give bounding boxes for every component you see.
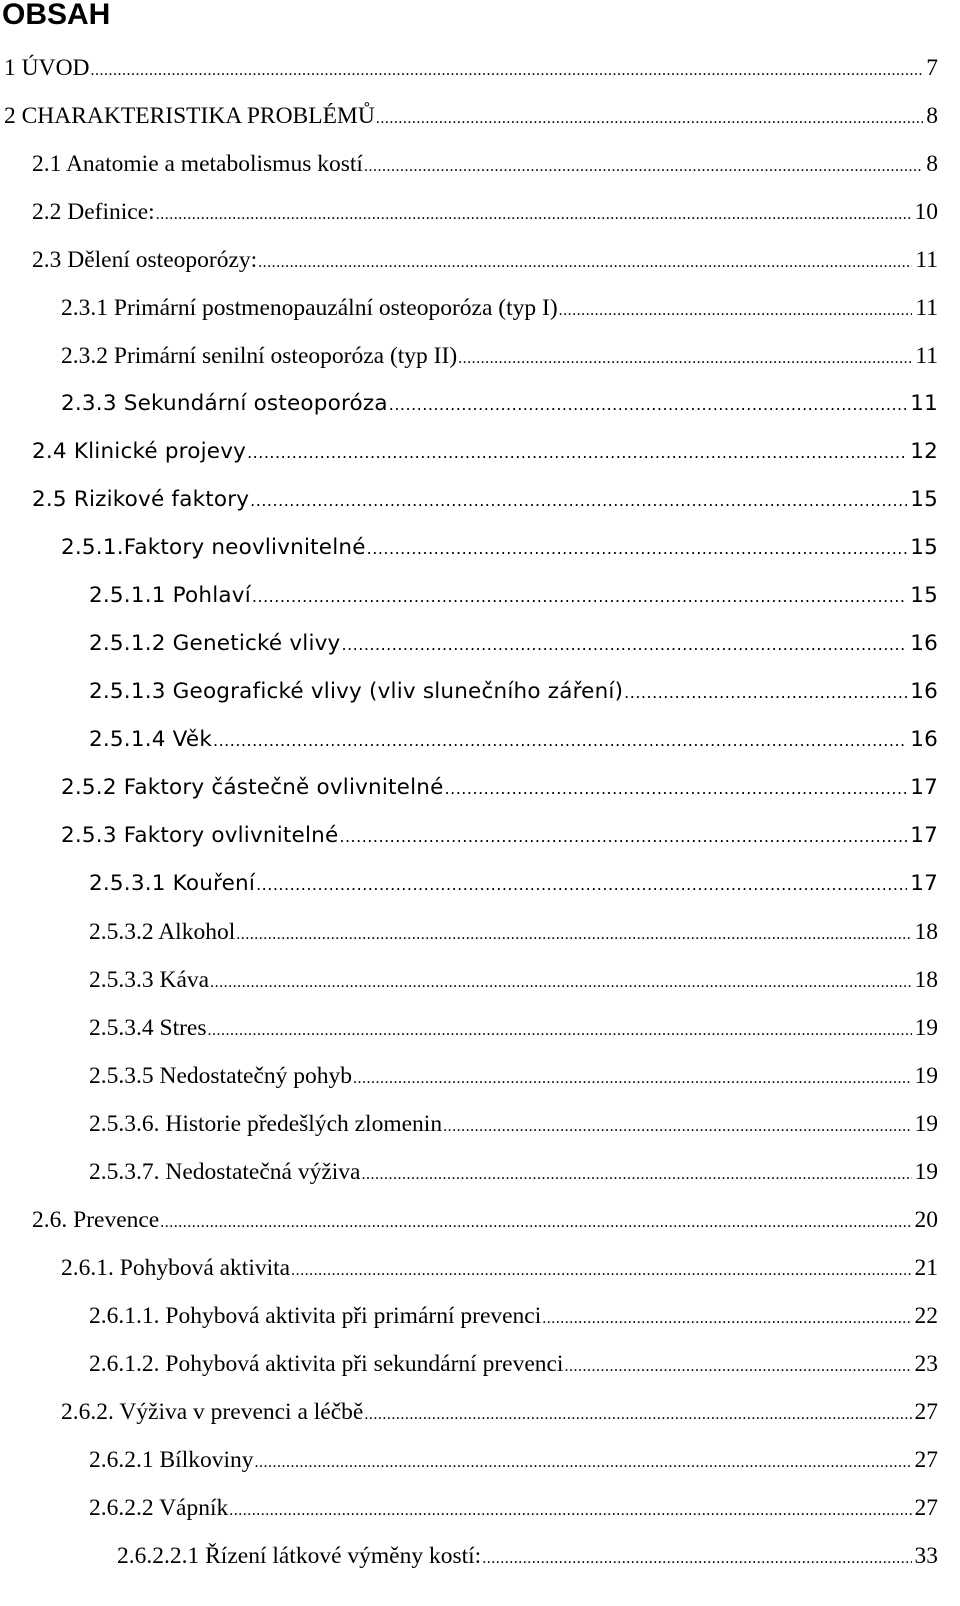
toc-page-number: 19	[914, 1111, 938, 1137]
toc-page-number: 7	[926, 55, 938, 81]
toc-page-number: 16	[910, 679, 938, 704]
toc-page-number: 8	[926, 103, 938, 129]
toc-entry[interactable]	[89, 1301, 938, 1331]
toc-page-number: 16	[910, 727, 938, 752]
toc-page-number: 17	[910, 775, 938, 800]
toc-entry[interactable]	[61, 1397, 938, 1427]
toc-leader-dots	[624, 678, 907, 707]
toc-leader-dots	[341, 630, 907, 659]
toc-entry-text: 2.5.1.1 Pohlaví	[89, 583, 251, 608]
toc-entry-text: 2.3 Dělení osteoporózy:	[32, 247, 258, 273]
toc-entry[interactable]	[89, 1109, 938, 1139]
toc-leader-dots	[160, 1208, 911, 1235]
toc-entry[interactable]	[32, 197, 938, 227]
toc-page-number: 33	[914, 1543, 938, 1569]
toc-entry-text: 2.6.2.2 Vápník	[89, 1495, 229, 1521]
toc-page-number: 11	[915, 247, 938, 273]
toc-entry-text: 2.5.3.1 Kouření	[89, 871, 256, 896]
toc-entry-text: 2.2 Definice:	[32, 199, 155, 225]
toc-leader-dots	[361, 1160, 911, 1187]
toc-page-number: 10	[914, 199, 938, 225]
toc-entry[interactable]	[32, 245, 938, 275]
toc-page-number: 19	[914, 1063, 938, 1089]
toc-leader-dots	[339, 822, 907, 851]
toc-entry-text: 2.5.2 Faktory částečně ovlivnitelné	[61, 775, 444, 800]
toc-entry[interactable]	[61, 821, 938, 851]
toc-entry[interactable]	[117, 1541, 938, 1571]
toc-leader-dots	[389, 390, 908, 419]
toc-entry[interactable]	[32, 437, 938, 467]
toc-leader-dots	[353, 1064, 911, 1091]
toc-leader-dots	[156, 200, 912, 227]
toc-entry[interactable]	[89, 965, 938, 995]
toc-leader-dots	[443, 1112, 911, 1139]
toc-entry-text: 2.6.2.2.1 Řízení látkové výměny kostí:	[117, 1543, 482, 1569]
toc-leader-dots	[564, 1352, 911, 1379]
toc-entry-text: 2.5.3.7. Nedostatečná výživa	[89, 1159, 361, 1185]
toc-leader-dots	[208, 1016, 912, 1043]
toc-leader-dots	[291, 1256, 911, 1283]
toc-leader-dots	[258, 248, 912, 275]
toc-entry[interactable]	[89, 1349, 938, 1379]
toc-page-number: 18	[914, 967, 938, 993]
toc-page-number: 27	[914, 1399, 938, 1425]
toc-leader-dots	[236, 920, 911, 947]
toc-entry[interactable]	[89, 1061, 938, 1091]
toc-page-number: 27	[914, 1495, 938, 1521]
toc-entry-text: 2.1 Anatomie a metabolismus kostí	[32, 151, 363, 177]
toc-entry-text: 2.5.3.6. Historie předešlých zlomenin	[89, 1111, 443, 1137]
toc-page-number: 22	[914, 1303, 938, 1329]
toc-entry-text: 2.3.2 Primární senilní osteoporóza (typ II)	[61, 343, 458, 369]
toc-leader-dots	[229, 1496, 911, 1523]
toc-entry-text: 2.5.3.3 Káva	[89, 967, 210, 993]
toc-entry[interactable]	[61, 1253, 938, 1283]
toc-entry[interactable]	[89, 581, 938, 611]
toc-page-number: 15	[910, 535, 938, 560]
toc-leader-dots	[210, 968, 911, 995]
toc-leader-dots	[250, 486, 907, 515]
toc-leader-dots	[367, 534, 908, 563]
toc-entry-text: 2.5.3.5 Nedostatečný pohyb	[89, 1063, 353, 1089]
toc-page-number: 19	[914, 1159, 938, 1185]
toc-page-number: 8	[926, 151, 938, 177]
toc-page-number: 18	[914, 919, 938, 945]
toc-entry-text: 2.6.1.2. Pohybová aktivita při sekundární prevenci	[89, 1351, 564, 1377]
toc-page-number: 15	[910, 487, 938, 512]
toc-page-number: 11	[910, 391, 938, 416]
toc-leader-dots	[91, 56, 924, 83]
toc-entry-text: 2.6.1. Pohybová aktivita	[61, 1255, 291, 1281]
toc-page-number: 23	[914, 1351, 938, 1377]
toc-entry[interactable]	[89, 629, 938, 659]
toc-entry[interactable]	[89, 1493, 938, 1523]
toc-leader-dots	[255, 1448, 912, 1475]
toc-entry-text: 2.6. Prevence	[32, 1207, 160, 1233]
toc-entry-text: 2.5 Rizikové faktory	[32, 487, 250, 512]
toc-entry[interactable]	[61, 389, 938, 419]
toc-entry[interactable]	[61, 533, 938, 563]
toc-leader-dots	[256, 870, 907, 899]
toc-entry-text: 2.6.1.1. Pohybová aktivita při primární prevenci	[89, 1303, 542, 1329]
toc-entry-text: 2.5.1.Faktory neovlivnitelné	[61, 535, 366, 560]
toc-entry[interactable]	[89, 1445, 938, 1475]
toc-leader-dots	[364, 152, 923, 179]
toc-entry-text: 2.3.1 Primární postmenopauzální osteoporóza (typ I)	[61, 295, 558, 321]
toc-entry[interactable]	[4, 101, 938, 131]
toc-entry-text: 2.5.1.3 Geografické vlivy (vliv slunečního záření)	[89, 679, 624, 704]
toc-page-number: 11	[915, 343, 938, 369]
toc-entry-text: 2.5.1.2 Genetické vlivy	[89, 631, 341, 656]
toc-entry-text: 2.5.3 Faktory ovlivnitelné	[61, 823, 339, 848]
toc-entry[interactable]	[89, 677, 938, 707]
toc-entry[interactable]	[32, 1205, 938, 1235]
toc-leader-dots	[213, 726, 907, 755]
toc-entry-text: 2.3.3 Sekundární osteoporóza	[61, 391, 388, 416]
toc-entry[interactable]	[89, 917, 938, 947]
toc-page-number: 17	[910, 823, 938, 848]
toc-page-number: 15	[910, 583, 938, 608]
toc-leader-dots	[445, 774, 908, 803]
toc-entry-text: 1 ÚVOD	[4, 55, 90, 81]
toc-entry-text: 2.4 Klinické projevy	[32, 439, 247, 464]
toc-page-number: 16	[910, 631, 938, 656]
toc-leader-dots	[376, 104, 923, 131]
toc-leader-dots	[247, 438, 907, 467]
toc-entry[interactable]	[32, 485, 938, 515]
toc-page-number: 11	[915, 295, 938, 321]
toc-page-number: 27	[914, 1447, 938, 1473]
toc-leader-dots	[458, 344, 912, 371]
toc-entry[interactable]	[89, 869, 938, 899]
page-title: OBSAH	[2, 0, 111, 31]
toc-entry-text: 2.5.3.4 Stres	[89, 1015, 207, 1041]
toc-entry[interactable]	[61, 773, 938, 803]
toc-entry-text: 2.6.2. Výživa v prevenci a léčbě	[61, 1399, 364, 1425]
toc-entry-text: 2.5.3.2 Alkohol	[89, 919, 236, 945]
toc-entry[interactable]	[89, 1013, 938, 1043]
toc-page-number: 19	[914, 1015, 938, 1041]
toc-page-number: 20	[914, 1207, 938, 1233]
toc-entry[interactable]	[32, 149, 938, 179]
toc-entry[interactable]	[61, 341, 938, 371]
toc-entry[interactable]	[89, 1157, 938, 1187]
toc-entry-text: 2.5.1.4 Věk	[89, 727, 212, 752]
toc-leader-dots	[482, 1544, 911, 1571]
toc-entry-text: 2 CHARAKTERISTIKA PROBLÉMŮ	[4, 103, 375, 129]
toc-page-number: 21	[914, 1255, 938, 1281]
toc-entry[interactable]	[4, 53, 938, 83]
toc-leader-dots	[364, 1400, 911, 1427]
toc-entry[interactable]	[89, 725, 938, 755]
toc-leader-dots	[542, 1304, 911, 1331]
toc-entry[interactable]	[61, 293, 938, 323]
toc-page-number: 17	[910, 871, 938, 896]
toc-entry-text: 2.6.2.1 Bílkoviny	[89, 1447, 254, 1473]
toc-page-number: 12	[910, 439, 938, 464]
toc-leader-dots	[252, 582, 907, 611]
toc-leader-dots	[559, 296, 913, 323]
